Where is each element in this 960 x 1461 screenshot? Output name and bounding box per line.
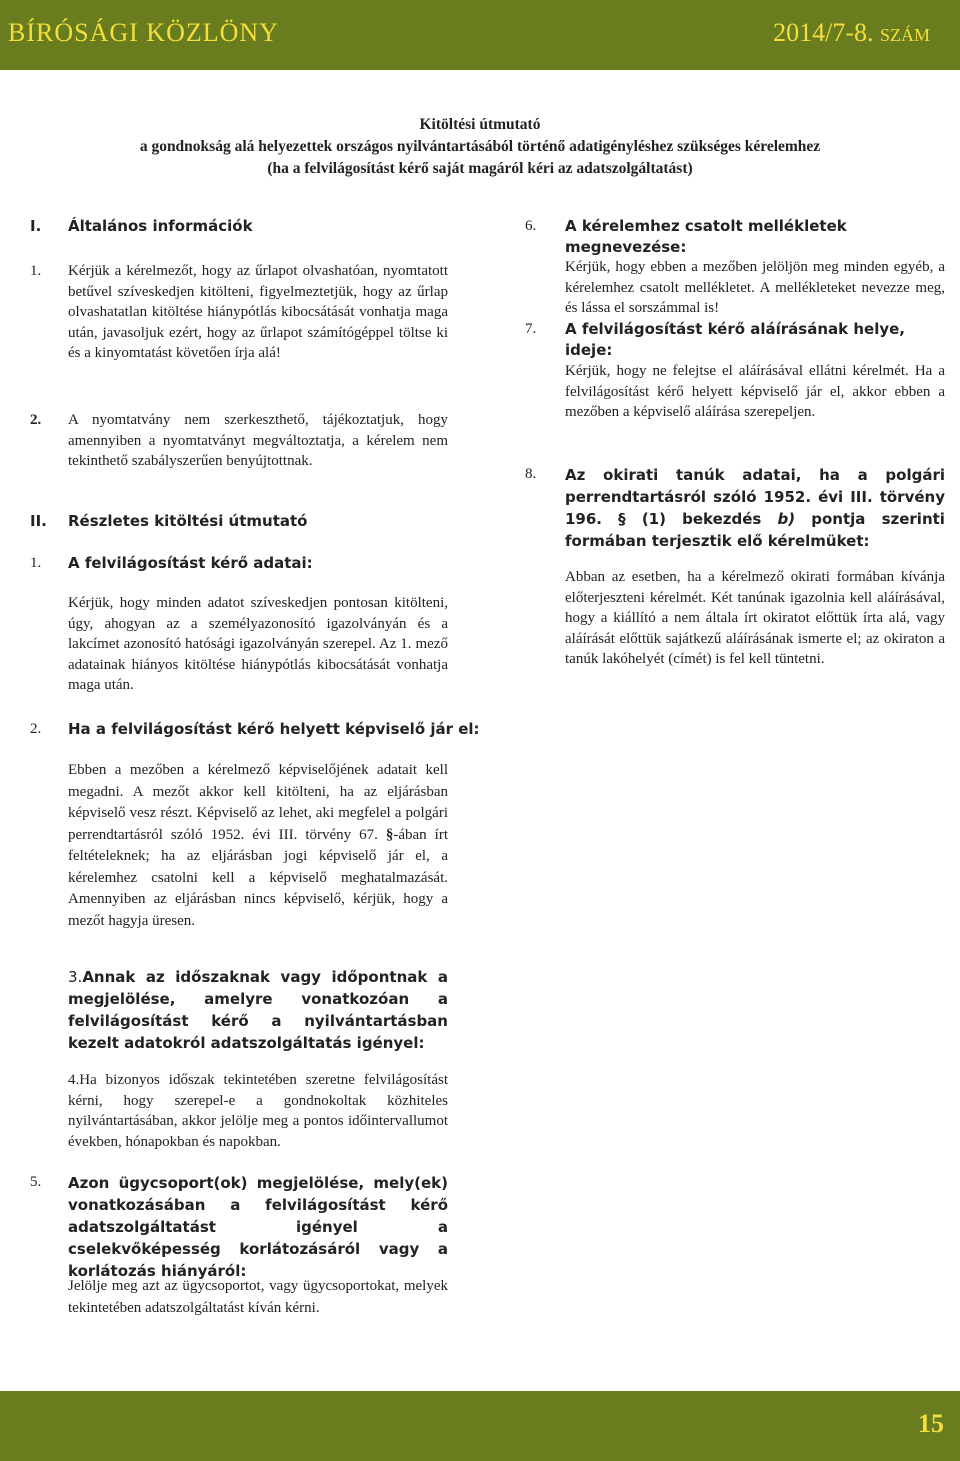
q4-block: [68, 1070, 448, 1152]
q2-text-b: -ában írt feltételeknek; ha az eljárásban jogi képviselő jár el, a kérelemhez csatolni kell a képviselő meghatalmazását. Amennyiben az eljárásban nincs képviselő, kérjük, hogy a mezőt hagyja üresen.: [68, 826, 448, 929]
q7-number: 7.: [525, 321, 537, 337]
q5-text: Jelölje meg azt az ügycsoportot, vagy ügycsoportokat, melyek tekintetében adatszolgáltatást kíván kérni.: [68, 1278, 448, 1316]
section-2-title: Részletes kitöltési útmutató: [68, 512, 308, 530]
p2-text: A nyomtatvány nem szerkeszthető, tájékoztatjuk, hogy amennyiben a nyomtatványt megváltoztatja, a kérelem nem tekinthető szabályszerűen benyújtottnak.: [68, 412, 448, 469]
q1-text: Kérjük, hogy minden adatot szíveskedjen pontosan kitölteni, úgy, ahogyan az a személyazonosító igazolványán és a lakcímet azonosító hatósági igazolványán szerepel. Az 1. mező adatainak hiányos kitöltése hiánypótlás kibocsátását vonhatja maga után.: [68, 595, 448, 693]
p1-number: 1.: [30, 263, 42, 279]
page-number: 15: [918, 1409, 944, 1438]
q8-text: Abban az esetben, ha a kérelmező okirati formában kívánja előterjeszteni kérelmét. Két tanúnak igazolnia kell aláírásával, hogy a kiállító a nem általa írt okiratot előttük írta alá, vagy aláírását előttük sajátkezű aláírásának ismerte el; az okiraton a tanúk lakóhelyét (címét) is fel kell tüntetni.: [565, 569, 945, 667]
q8-number: 8.: [525, 466, 537, 482]
q2-text-a: Ebben a mezőben a kérelmező képviselőjének adatait kell megadni. A mezőt akkor kell kitölteni, ha az eljárásban képviselő vesz részt. Képviselő az lehet, aki megfelel a polgári perrendtartásról szóló 1952. évi III. törvény 67.: [68, 762, 448, 843]
q8-title: [565, 464, 945, 552]
q5-number: 5.: [30, 1174, 42, 1190]
q4-text: Ha bizonyos időszak tekintetében szeretne felvilágosítást kérni, hogy szerepel-e a gondnokoltak közhiteles nyilvántartásában, akkor jelölje meg a pontos időintervallumot években, hónapokban és napokban.: [68, 1072, 448, 1150]
q7-title: A felvilágosítást kérő aláírásának helye, ideje:: [565, 320, 905, 359]
intro-line-2: a gondnokság alá helyezettek országos nyilvántartásából történő adatigényléshez szükséges kérelemhez: [139, 138, 821, 155]
q3-block: [68, 966, 448, 1054]
intro-line-1: Kitöltési útmutató: [419, 116, 541, 133]
q2-number: 2.: [30, 721, 42, 737]
q3-number: 3.: [68, 968, 83, 986]
q6-number: 6.: [525, 218, 537, 234]
q7-text: Kérjük, hogy ne felejtse el aláírásával ellátni kérelmét. Ha a felvilágosítást kérő helyett képviselő jár el, akkor ebben a mezőben a képviselő aláírása szerepeljen.: [565, 363, 945, 420]
journal-title: BÍRÓSÁGI KÖZLÖNY: [8, 18, 279, 47]
p1-text: Kérjük a kérelmezőt, hogy az űrlapot olvashatóan, nyomtatott betűvel szíveskedjen kitölteni, figyelmeztetjük, hogy az űrlap olvashatatlan kitöltése hiánypótlás kibocsátását vonhatja maga után, javasoljuk ezért, hogy az űrlapot számítógéppel töltse ki és a kinyomtatást követően írja alá!: [68, 263, 448, 361]
header-bar: [0, 0, 960, 70]
paragraph-sign: §: [385, 826, 394, 843]
q3-text: Annak az időszaknak vagy időpontnak a megjelölése, amelyre vonatkozóan a felvilágosítást kérő a nyilvántartásban kezelt adatokról adatszolgáltatás igényel:: [68, 968, 448, 1052]
section-2-number: II.: [30, 512, 47, 530]
issue-number-value: 2014/7-8.: [773, 18, 874, 47]
q1-title: A felvilágosítást kérő adatai:: [68, 554, 313, 572]
q5-title: Azon ügycsoport(ok) megjelölése, mely(ek) vonatkozásában a felvilágosítást kérő adatszolgáltatást igényel a cselekvőképesség korlátozásáról vagy a korlátozás hiányáról:: [68, 1174, 448, 1280]
section-1-title: Általános információk: [68, 217, 253, 235]
issue-suffix: SZÁM: [879, 25, 930, 45]
q1-number: 1.: [30, 555, 42, 571]
paragraph-sign: §: [618, 510, 626, 528]
q6-text: Kérjük, hogy ebben a mezőben jelöljön meg minden egyéb, a kérelemhez csatolt mellékletet. A mellékleteket nevezze meg, és lássa el sorszámmal is!: [565, 259, 945, 316]
q6-title: A kérelemhez csatolt mellékletek megnevezése:: [565, 217, 847, 256]
q2-text: [68, 760, 448, 932]
footer-bar: [0, 1391, 960, 1461]
section-1-number: I.: [30, 217, 42, 235]
q8-title-b: (1) bekezdés: [641, 510, 762, 528]
q8-title-italic: b): [777, 510, 796, 528]
document-intro: [60, 114, 900, 180]
issue-number: [773, 18, 930, 48]
p2-number: 2.: [30, 412, 42, 428]
q8-title-a: Az okirati tanúk adatai, ha a polgári perrendtartásról szóló 1952. évi III. törvény 196.: [565, 466, 945, 528]
q4-number: 4.: [68, 1072, 80, 1088]
q8-title-c: pontja szerinti formában terjesztik elő kérelmüket:: [565, 510, 945, 550]
intro-line-3: (ha a felvilágosítást kérő saját magáról kéri az adatszolgáltatást): [267, 160, 693, 177]
q2-title: Ha a felvilágosítást kérő helyett képviselő jár el:: [68, 720, 480, 738]
